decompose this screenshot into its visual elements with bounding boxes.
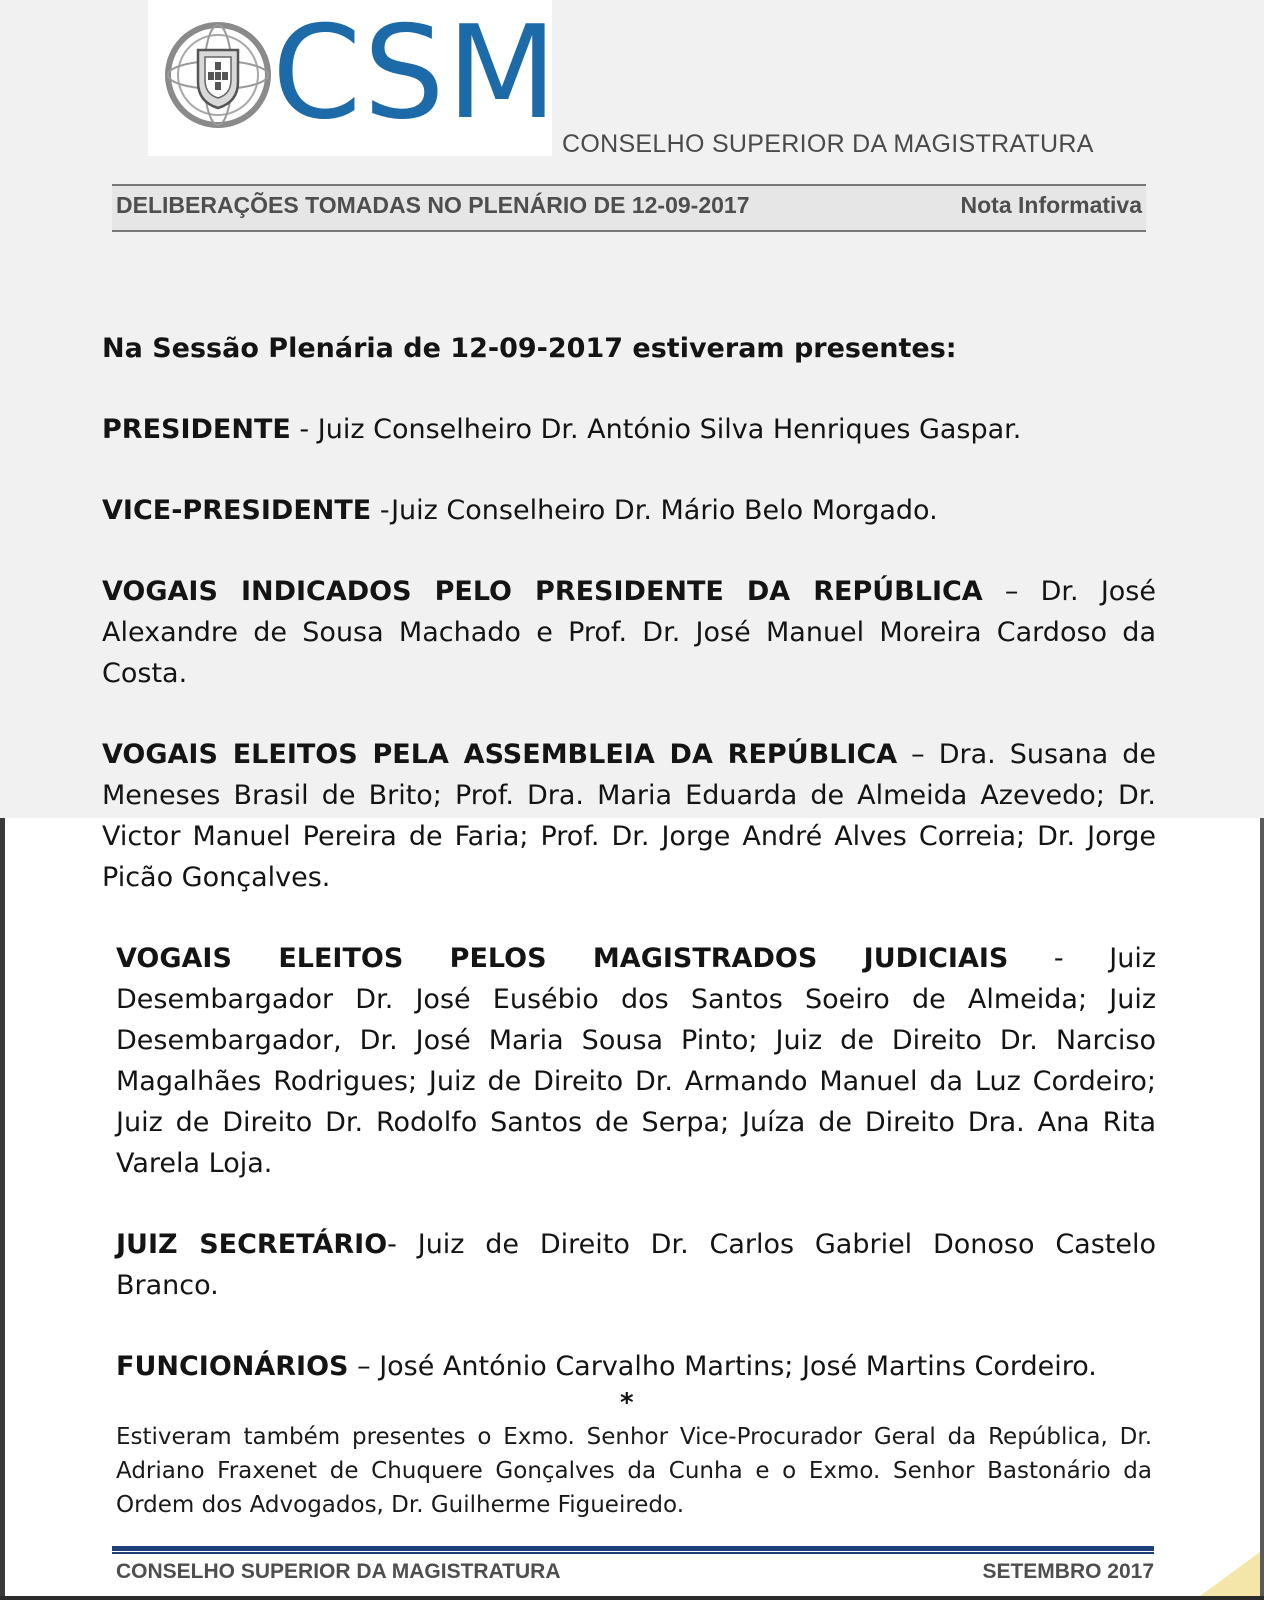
- organization-title: CONSELHO SUPERIOR DA MAGISTRATURA: [562, 130, 1094, 158]
- section-juiz-secretario: [102, 1224, 1156, 1306]
- section-separator: -: [1008, 943, 1110, 974]
- footer-organization: CONSELHO SUPERIOR DA MAGISTRATURA: [116, 1560, 561, 1583]
- section-text: Dr. José Alexandre de Sousa Machado e Prof. Dr. José Manuel Moreira Cardoso da Costa.: [102, 576, 1156, 689]
- section-text: Juiz Conselheiro Dr. António Silva Henriques Gaspar.: [317, 414, 1022, 445]
- section-separator: -: [387, 1229, 418, 1260]
- section-separator: -: [290, 414, 318, 445]
- scan-edge-bottom: [0, 1596, 1264, 1600]
- section-text: Juiz de Direito Dr. Carlos Gabriel Donoso Castelo Branco.: [116, 1229, 1156, 1301]
- section-presidente: [102, 409, 1156, 450]
- section-role: VOGAIS ELEITOS PELA ASSEMBLEIA DA REPÚBLICA: [102, 739, 898, 770]
- logo-wordmark: CSM: [272, 0, 560, 148]
- attendance-note: Estiveram também presentes o Exmo. Senhor Vice-Procurador Geral da República, Dr. Adriano Fraxenet de Chuquere Gonçalves da Cunha e o Exmo. Senhor Bastonário da Ordem dos Advogados, Dr. Guilherme Figueiredo.: [116, 1424, 1152, 1518]
- section-funcionarios: [102, 1346, 1156, 1387]
- page-corner-fold: [1200, 1552, 1260, 1596]
- intro-heading: Na Sessão Plenária de 12-09-2017 estiveram presentes:: [102, 333, 957, 364]
- section-vogais-magistrados: [102, 938, 1156, 1184]
- section-separator: –: [982, 576, 1041, 607]
- section-separator: –: [348, 1351, 380, 1382]
- section-text: José António Carvalho Martins; José Martins Cordeiro.: [379, 1351, 1097, 1382]
- coat-of-arms-icon: [162, 10, 274, 140]
- document-title: DELIBERAÇÕES TOMADAS NO PLENÁRIO DE 12-09-2017: [116, 192, 750, 218]
- section-role: VOGAIS INDICADOS PELO PRESIDENTE DA REPÚBLICA: [102, 576, 983, 607]
- section-role: PRESIDENTE: [102, 414, 291, 445]
- scan-edge-left: [0, 818, 5, 1600]
- section-vice-presidente: [102, 490, 1156, 531]
- section-text: Juiz Desembargador Dr. José Eusébio dos Santos Soeiro de Almeida; Juiz Desembargador, Dr. José Maria Sousa Pinto; Juiz de Direito Dr. Narciso Magalhães Rodrigues; Juiz de Direito Dr. Armando Manuel da Luz Cordeiro; Juiz de Direito Dr. Rodolfo Santos de Serpa; Juíza de Direito Dra. Ana Rita Varela Loja.: [116, 943, 1156, 1179]
- section-role: JUIZ SECRETÁRIO: [116, 1229, 388, 1260]
- section-role: VOGAIS ELEITOS PELOS MAGISTRADOS JUDICIAIS: [116, 943, 1009, 974]
- section-role: VICE-PRESIDENTE: [102, 495, 372, 526]
- document-type-label: Nota Informativa: [960, 192, 1142, 218]
- scan-edge-right: [1260, 818, 1264, 1600]
- section-role: FUNCIONÁRIOS: [116, 1351, 349, 1382]
- section-separator: –: [897, 739, 939, 770]
- footer-rule: [112, 1546, 1154, 1554]
- section-vogais-assembleia: [102, 734, 1156, 898]
- section-divider: *: [620, 1388, 634, 1418]
- logo: [148, 0, 560, 156]
- section-text: Juiz Conselheiro Dr. Mário Belo Morgado.: [391, 495, 938, 526]
- header-band: [112, 184, 1146, 232]
- footer-date: SETEMBRO 2017: [982, 1560, 1154, 1583]
- document-body: [102, 328, 1156, 1427]
- section-vogais-presidente-republica: [102, 571, 1156, 694]
- section-text: Dra. Susana de Meneses Brasil de Brito; Prof. Dra. Maria Eduarda de Almeida Azevedo; Dr. Victor Manuel Pereira de Faria; Prof. Dr. Jorge André Alves Correia; Dr. Jorge Picão Gonçalves.: [102, 739, 1156, 893]
- section-separator: -: [371, 495, 392, 526]
